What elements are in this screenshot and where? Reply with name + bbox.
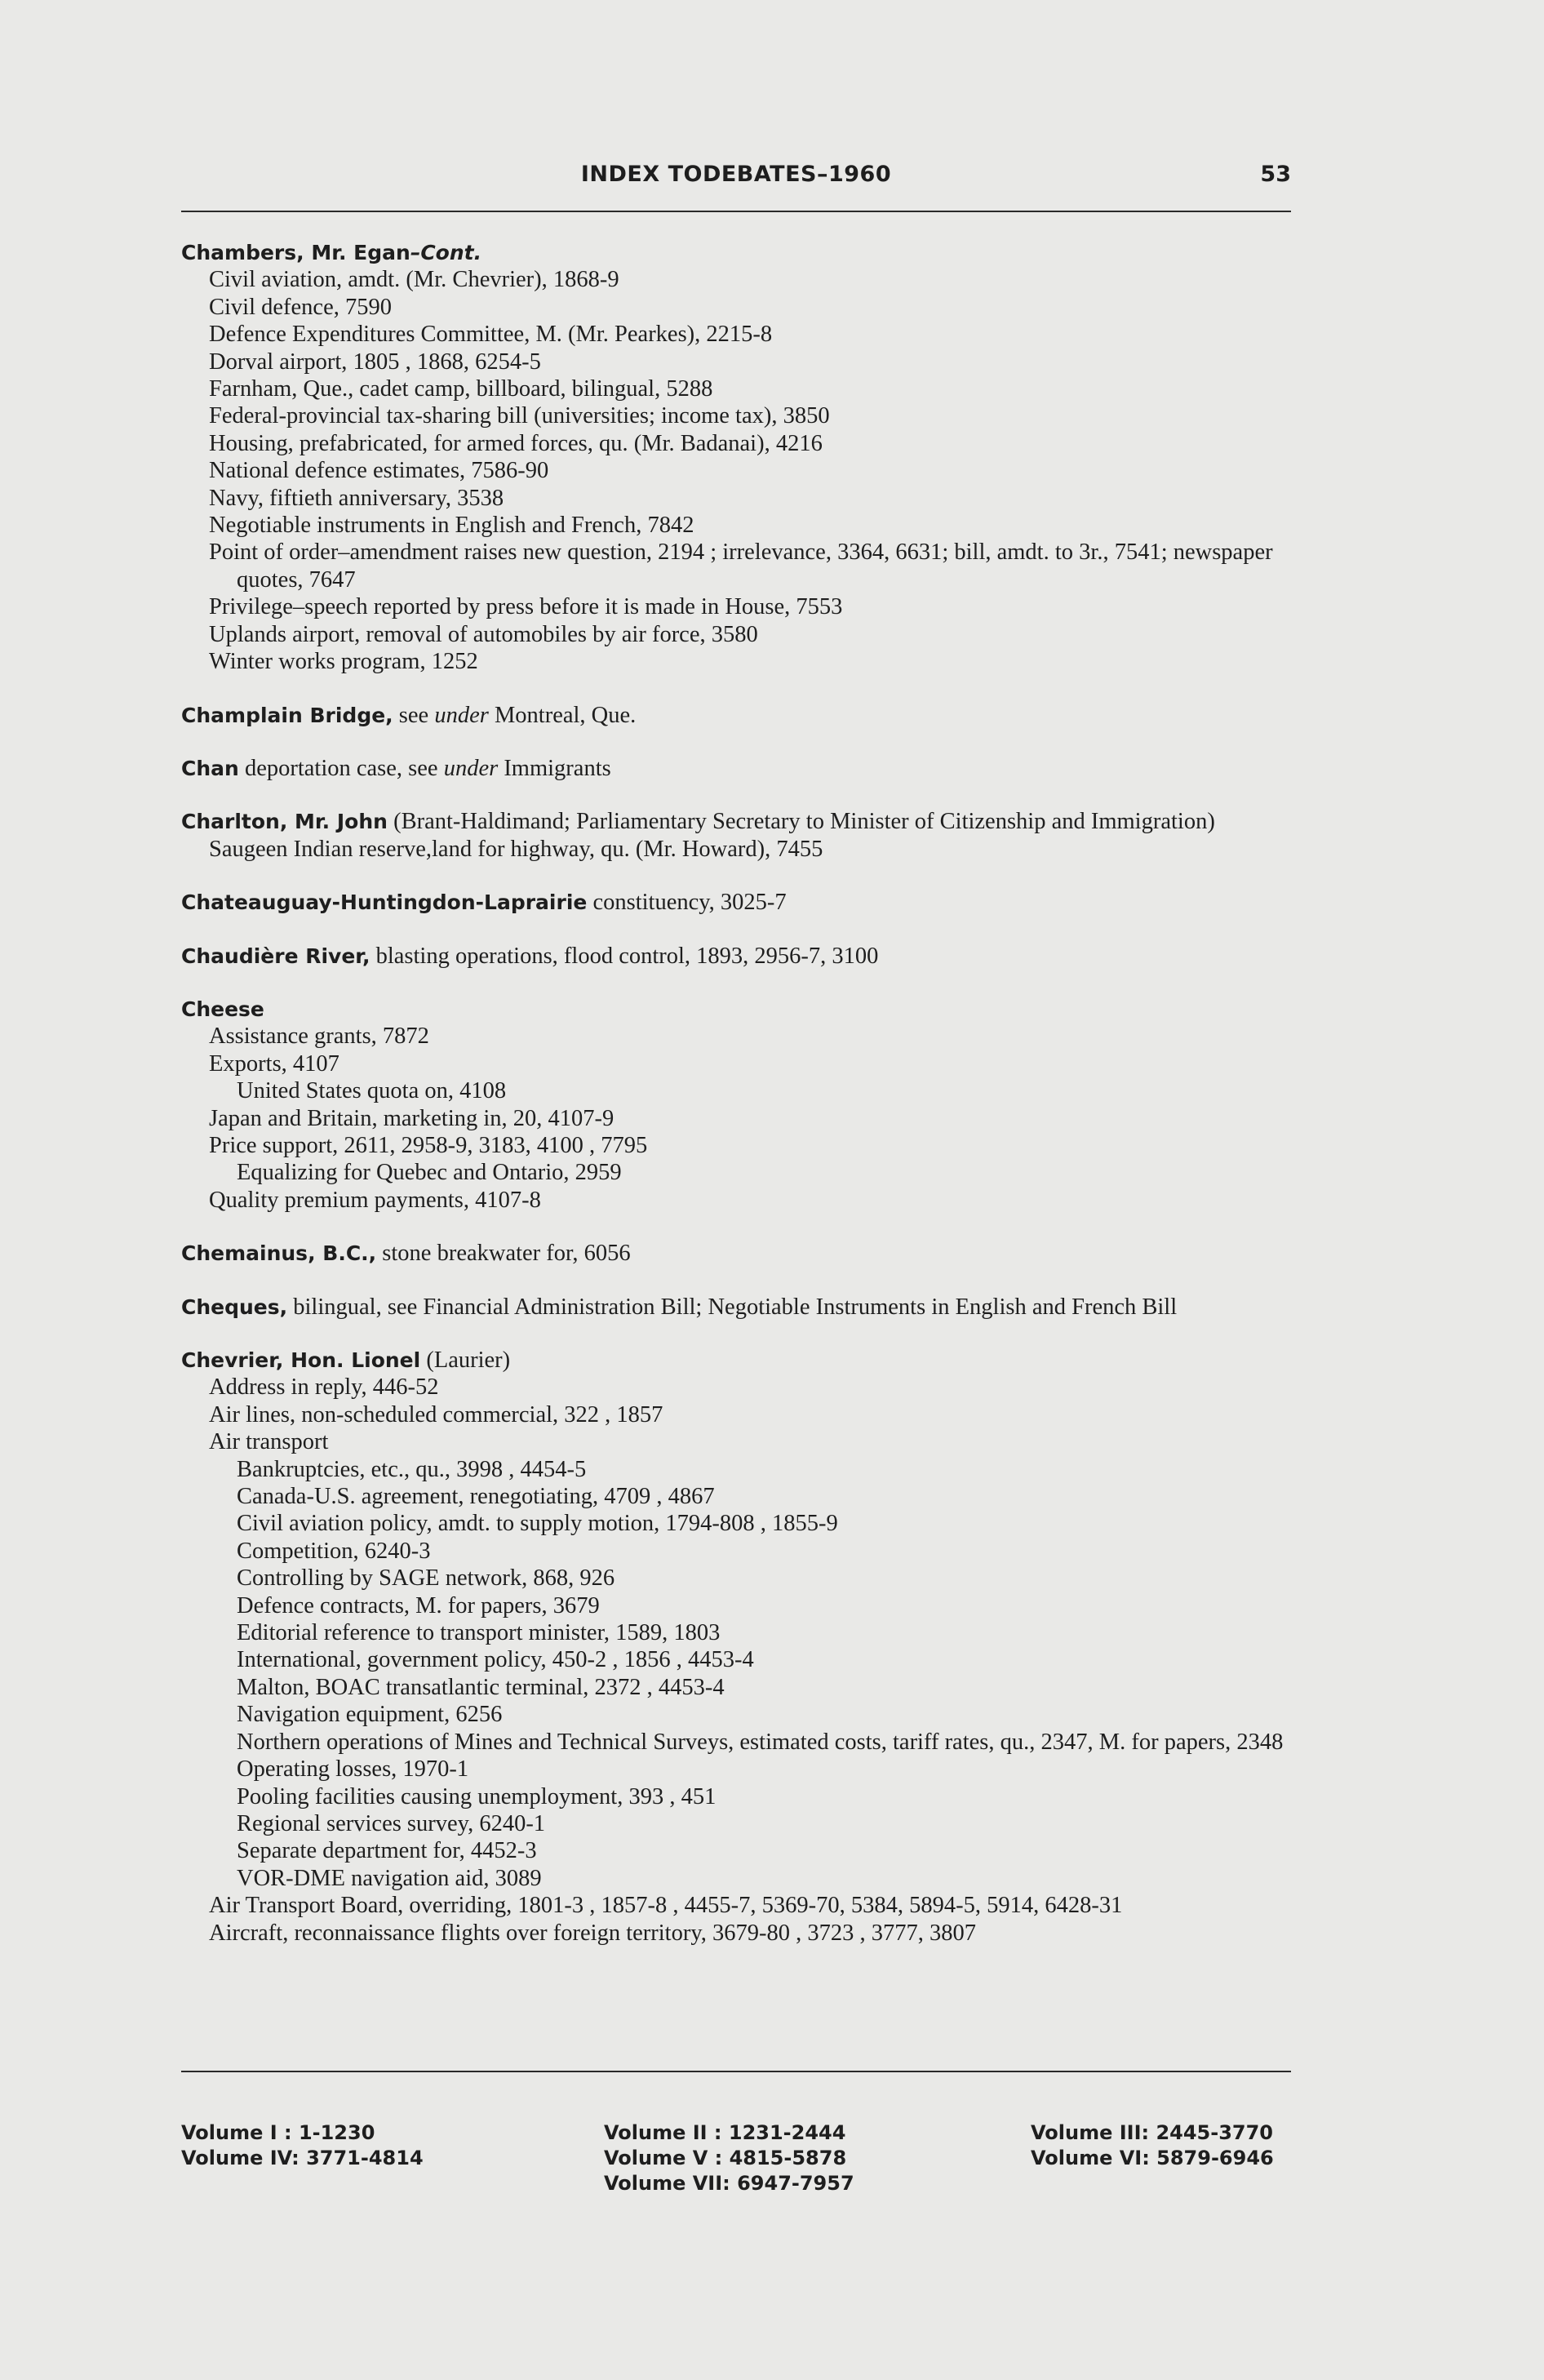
entry-heading-line — [181, 889, 1307, 916]
entry-text: (Laurier) — [420, 1348, 511, 1373]
index-entry — [181, 996, 1307, 1214]
footer-column-2 — [604, 2120, 854, 2196]
entry-heading: Champlain Bridge, — [181, 703, 393, 727]
entry-text: blasting operations, flood control, 1893, 2956-7, 3100 — [370, 943, 879, 969]
subentry: Exports, 4107 — [209, 1050, 339, 1077]
subentry: Assistance grants, 7872 — [209, 1023, 429, 1050]
entry-heading: Chemainus, B.C., — [181, 1241, 377, 1266]
subentry: Farnham, Que., cadet camp, billboard, bilingual, 5288 — [209, 376, 713, 402]
page-title: INDEX TODEBATES–1960 — [580, 162, 892, 187]
subentry: Navy, fiftieth anniversary, 3538 — [209, 485, 504, 511]
subentry: Japan and Britain, marketing in, 20, 4107-9 — [209, 1105, 614, 1131]
page-header — [181, 162, 1291, 198]
subentry: Housing, prefabricated, for armed forces, qu. (Mr. Badanai), 4216 — [209, 430, 823, 456]
entry-heading: Chan — [181, 756, 239, 780]
footer-column-1 — [181, 2120, 424, 2171]
index-entry — [181, 1240, 1307, 1267]
entry-heading: Chevrier, Hon. Lionel — [181, 1348, 421, 1372]
volume-range: Volume VI: 5879-6946 — [1031, 2147, 1274, 2169]
page-number: 53 — [1260, 162, 1291, 187]
sub-subentry: Controlling by SAGE network, 868, 926 — [237, 1565, 615, 1592]
sub-subentry: Civil aviation policy, amdt. to supply motion, 1794-808 , 1855-9 — [237, 1511, 838, 1537]
subentry: Aircraft, reconnaissance flights over foreign territory, 3679-80 , 3723 , 3777, 3807 — [209, 1920, 976, 1946]
subentry: Price support, 2611, 2958-9, 3183, 4100 , 7795 — [209, 1132, 648, 1158]
sub-subentry: Navigation equipment, 6256 — [237, 1702, 503, 1728]
entry-heading-line — [181, 996, 1307, 1023]
index-content — [181, 239, 1307, 1947]
entry-heading-line — [181, 943, 1307, 970]
heading-continued: –Cont. — [410, 241, 482, 264]
volume-range: Volume III: 2445-3770 — [1031, 2121, 1273, 2144]
subentry: Negotiable instruments in English and French, 7842 — [209, 513, 694, 539]
subentry: Point of order–amendment raises new question, 2194 ; irrelevance, 3364, 6631; bill, amdt. to 3r., 7541; newspaper quotes, 7647 — [209, 539, 1273, 593]
sub-subentry: Pooling facilities causing unemployment, 393 , 451 — [237, 1783, 717, 1809]
entry-heading: Chaudière River, — [181, 944, 370, 968]
index-entry — [181, 702, 1307, 729]
index-entry — [181, 808, 1307, 863]
sub-subentry: VOR-DME navigation aid, 3089 — [237, 1865, 542, 1891]
footer-column-3 — [1031, 2120, 1274, 2171]
sub-subentry: Canada-U.S. agreement, renegotiating, 4709 , 4867 — [237, 1484, 715, 1510]
entry-heading-line — [181, 1347, 1307, 1374]
volume-range: Volume IV: 3771-4814 — [181, 2147, 424, 2169]
subentry: Privilege–speech reported by press before it is made in House, 7553 — [209, 594, 843, 620]
entry-heading: Chambers, Mr. Egan — [181, 241, 410, 264]
entry-heading-line — [181, 1240, 1307, 1267]
volume-range: Volume VII: 6947-7957 — [604, 2172, 854, 2195]
index-entry — [181, 1347, 1307, 1947]
footer-rule — [181, 2071, 1291, 2072]
sub-subentry: Separate department for, 4452-3 — [237, 1838, 537, 1864]
entry-text: stone breakwater for, 6056 — [376, 1241, 631, 1267]
entry-text: bilingual, see Financial Administration Bill; Negotiable Instruments in English and French Bill — [287, 1294, 1178, 1320]
sub-subentry: Malton, BOAC transatlantic terminal, 2372 , 4453-4 — [237, 1674, 725, 1700]
sub-subentry: Northern operations of Mines and Technical Surveys, estimated costs, tariff rates, qu., 2347, M. for papers, 2348 — [237, 1729, 1284, 1755]
subentry: Air Transport Board, overriding, 1801-3 , 1857-8 , 4455-7, 5369-70, 5384, 5894-5, 5914, 6428-31 — [209, 1893, 1123, 1919]
subentry: Air transport — [209, 1429, 329, 1455]
volume-range: Volume II : 1231-2444 — [604, 2121, 846, 2144]
entry-heading: Charlton, Mr. John — [181, 810, 388, 834]
index-entry — [181, 755, 1307, 782]
entry-heading: Chateauguay-Huntingdon-Laprairie — [181, 890, 588, 915]
subentry: Saugeen Indian reserve,land for highway, qu. (Mr. Howard), 7455 — [209, 836, 823, 862]
sub-subentry: Defence contracts, M. for papers, 3679 — [237, 1592, 600, 1618]
subentry: Civil defence, 7590 — [209, 294, 392, 320]
entry-text: see — [393, 702, 435, 728]
index-entry — [181, 239, 1307, 676]
entry-heading: Cheques, — [181, 1294, 288, 1319]
entry-heading-line — [181, 239, 1307, 266]
subentry: Civil aviation, amdt. (Mr. Chevrier), 1868-9 — [209, 267, 619, 293]
sub-subentry: United States quota on, 4108 — [237, 1078, 507, 1104]
subentry: Uplands airport, removal of automobiles by air force, 3580 — [209, 621, 758, 647]
index-entry — [181, 889, 1307, 916]
sub-subentry: Bankruptcies, etc., qu., 3998 , 4454-5 — [237, 1456, 587, 1482]
header-rule — [181, 211, 1291, 212]
subentry: Defence Expenditures Committee, M. (Mr. Pearkes), 2215-8 — [209, 322, 773, 348]
subentry: Federal-provincial tax-sharing bill (universities; income tax), 3850 — [209, 403, 830, 429]
subentry: Dorval airport, 1805 , 1868, 6254-5 — [209, 349, 541, 375]
subentry: Address in reply, 446-52 — [209, 1374, 439, 1401]
entry-cross-ref: under — [443, 755, 499, 781]
entry-heading-line — [181, 755, 1307, 782]
entry-text: (Brant-Haldimand; Parliamentary Secretary to Minister of Citizenship and Immigration) — [387, 809, 1215, 835]
sub-subentry: Competition, 6240-3 — [237, 1538, 431, 1564]
entry-text: deportation case, see — [238, 755, 444, 781]
entry-heading: Cheese — [181, 997, 264, 1021]
entry-text: Montreal, Que. — [488, 702, 637, 728]
sub-subentry: Equalizing for Quebec and Ontario, 2959 — [237, 1160, 622, 1186]
subentry: Quality premium payments, 4107-8 — [209, 1187, 541, 1213]
entry-heading-line — [181, 702, 1307, 729]
index-entry — [181, 1294, 1307, 1321]
subentry: Winter works program, 1252 — [209, 649, 478, 675]
entry-heading-line — [181, 808, 1307, 835]
volume-range: Volume V : 4815-5878 — [604, 2147, 847, 2169]
entry-cross-ref: under — [434, 702, 489, 728]
sub-subentry: Editorial reference to transport minister, 1589, 1803 — [237, 1620, 721, 1646]
volume-range: Volume I : 1-1230 — [181, 2121, 375, 2144]
entry-text: Immigrants — [498, 755, 611, 781]
sub-subentry: Regional services survey, 6240-1 — [237, 1810, 546, 1836]
sub-subentry: Operating losses, 1970-1 — [237, 1756, 469, 1783]
subentry: National defence estimates, 7586-90 — [209, 458, 549, 484]
subentry: Air lines, non-scheduled commercial, 322 , 1857 — [209, 1401, 663, 1428]
entry-heading-line — [181, 1294, 1307, 1321]
index-entry — [181, 943, 1307, 970]
entry-text: constituency, 3025-7 — [587, 890, 787, 916]
sub-subentry: International, government policy, 450-2 , 1856 , 4453-4 — [237, 1647, 754, 1673]
